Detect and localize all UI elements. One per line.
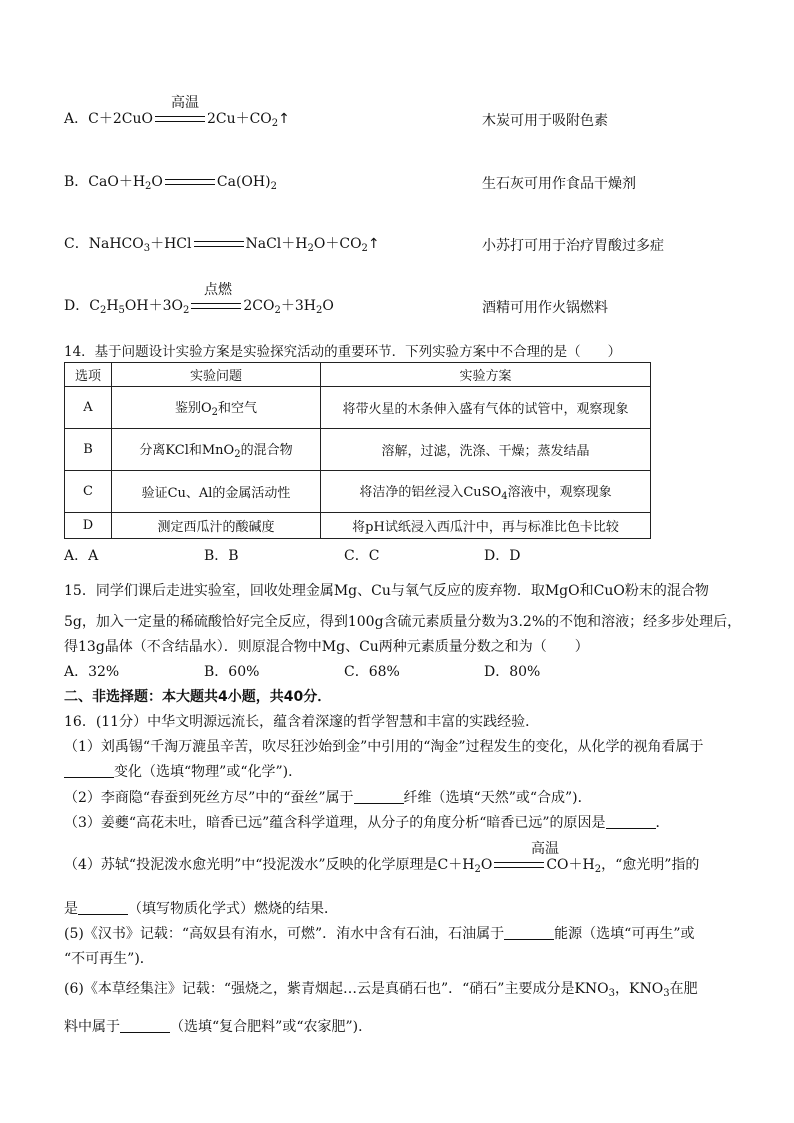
q15-choices [64,661,540,681]
table-header-row [65,363,651,387]
subscript: 3 [608,988,616,999]
problem-text: 鉴别O [174,401,212,416]
q16-part5-line1 [64,923,694,943]
row-plan [321,387,651,429]
subscript: 2 [274,305,281,316]
subscript: 2 [307,243,314,254]
equation-rhs: ＋3H [280,298,316,314]
equals-sign [155,116,205,122]
part-text: （3）姜夔“高花未吐，暗香已远”蕴含科学道理，从分子的角度分析“暗香已远”的原因是 [64,815,606,831]
q16-part5-line2: “不可再生”)． [64,951,154,967]
part-text: （填写物质化学式）燃烧的结果． [128,901,338,917]
subscript: 5 [118,305,125,316]
part-text: ，KNO [615,981,664,997]
part-text: (5)《汉书》记载：“高奴县有洧水，可燃”．洧水中含有石油，石油属于 [64,926,505,942]
part-text: CO＋H [546,857,595,873]
row-option: C [65,471,112,513]
subscript: 2 [594,864,602,875]
subscript: 2 [271,118,279,129]
q14-table [64,362,651,539]
table-row [65,387,651,429]
problem-text: 测定西瓜汁的酸碱度 [157,520,275,535]
equation-lhs: C＋2CuO [88,111,153,127]
choice-a: A．A [64,548,99,564]
plan-text: 将pH试纸浸入西瓜汁中，再与标准比色卡比较 [352,520,619,535]
choice-b: B．60% [204,664,260,680]
part-text: 变化（选填“物理”或“化学”)． [114,764,303,780]
q14-stem: 14．基于问题设计实验方案是实验探究活动的重要环节．下列实验方案中不合理的是（ ） [64,344,622,360]
equation-rhs: O＋CO [313,236,362,252]
answer-blank[interactable] [120,1018,170,1033]
row-problem [112,387,321,429]
q16-part4-line2 [64,898,338,918]
part-text: ． [655,815,670,831]
equation-lhs: O [151,174,163,190]
choice-c: C．C [344,548,380,564]
answer-blank[interactable] [606,814,656,829]
option-letter: B． [64,174,89,190]
plan-text: 将带火星的木条伸入盛有气体的试管中，观察现象 [342,402,629,417]
part-text: 在肥 [669,981,698,997]
row-problem [112,513,321,539]
equation-rhs: O [322,298,334,314]
subscript: 2 [270,181,277,192]
subscript: 2 [99,305,107,316]
part-text: 纤维（选填“天然”或“合成”)． [403,790,592,806]
row-option: A [65,387,112,429]
subscript: 3 [663,988,670,999]
section-title: 二、非选择题：本大题共4小题，共40分． [64,689,332,705]
row-plan [321,513,651,539]
part-text: （2）李商隐“春蚕到死丝方尽”中的“蚕丝”属于 [64,790,354,806]
row-plan [321,429,651,471]
header-plan: 实验方案 [321,363,651,387]
gas-arrow: ↑ [367,236,380,252]
q16-part1-line1: （1）刘禹锡“千淘万漉虽辛苦，吹尽狂沙始到金”中引用的“淘金”过程发生的变化，从化学的视角看属于 [64,739,704,755]
q16-part6-line2 [64,1016,372,1036]
choice-c: C．68% [344,664,400,680]
equation-rhs: Ca(OH) [216,174,271,190]
reaction-condition: 点燃 [204,282,232,298]
option-letter: C． [64,236,89,252]
q15-line-1: 15．同学们课后走进实验室，回收处理金属Mg、Cu与氧气反应的废弃物．取MgO和CuO粉末的混合物 [64,583,709,599]
q14-choices [64,545,520,565]
plan-text: 溶液中，观察现象 [507,485,612,500]
use-c: 小苏打可用于治疗胃酸过多症 [482,238,664,254]
row-plan [321,471,651,513]
choice-b: B．B [204,548,239,564]
subscript: 2 [474,864,481,875]
plan-text: 溶解，过滤，洗涤、干燥；蒸发结晶 [381,444,590,459]
equation-lhs: OH＋3O [124,298,183,314]
equation-rhs: 2Cu＋CO [206,111,272,127]
equation-rhs: NaCl＋H [245,236,308,252]
reaction-condition: 高温 [171,95,199,111]
gas-arrow: ↑ [278,111,290,127]
subscript: 2 [183,305,190,316]
equation-lhs: H [106,298,119,314]
subscript: 2 [234,449,241,460]
choice-a: A．32% [64,664,120,680]
equals-sign [165,179,215,185]
q15-line-2: 5g，加入一定量的稀硫酸恰好完全反应，得到100g含硫元素质量分数为3.2%的不饱和溶液；经多步处理后， [64,614,742,630]
option-letter: D． [64,298,90,314]
subscript: 2 [315,305,323,316]
choice-d: D．D [484,548,521,564]
q16-part6-line1 [64,978,698,999]
subscript: 2 [145,181,152,192]
q16-part1-line2 [64,761,302,781]
problem-text: 和空气 [218,401,258,416]
use-a: 木炭可用于吸附色素 [482,113,608,129]
problem-text: 验证Cu、Al的金属活动性 [141,486,291,501]
equals-sign [194,241,244,247]
q16-part4-line1 [64,854,699,875]
part-text: ，“愈光明”指的 [601,857,700,873]
part-text: 料中属于 [64,1019,120,1035]
equation-a [64,108,290,130]
q16-part2 [64,787,592,807]
row-option: D [65,513,112,539]
header-option: 选项 [65,363,112,387]
subscript: 2 [361,243,368,254]
problem-text: 的混合物 [240,443,293,458]
part-text: 能源（选填“可再生”或 [554,926,695,942]
table-row [65,471,651,513]
part-text: 是 [64,901,78,917]
answer-blank[interactable] [504,925,554,940]
equals-sign [191,303,241,309]
answer-blank[interactable] [354,789,404,804]
row-problem [112,471,321,513]
equation-b [64,171,277,193]
table-row [65,513,651,539]
equation-lhs: C [89,298,100,314]
q16-part3 [64,812,670,832]
equation-lhs: CaO＋H [88,174,146,190]
subscript: 3 [143,243,151,254]
subscript: 2 [211,407,219,418]
header-problem: 实验问题 [112,363,321,387]
part-text: （选填“复合肥料”或“农家肥”)． [170,1019,373,1035]
plan-text: 将洁净的铝丝浸入CuSO [359,485,502,500]
equation-c [64,233,380,255]
answer-blank[interactable] [78,900,128,915]
reaction-condition: 高温 [531,841,559,857]
equation-rhs: 2CO [243,298,275,314]
option-letter: A． [64,111,89,127]
equation-lhs: NaHCO [88,236,144,252]
row-option: B [65,429,112,471]
row-problem [112,429,321,471]
answer-blank[interactable] [64,763,114,778]
use-b: 生石灰可用作食品干燥剂 [482,176,636,192]
part-text: (6)《本草经集注》记载：“强烧之，紫青烟起…云是真硝石也”．“硝石”主要成分是KNO [64,981,609,997]
part-text: O [480,857,493,873]
use-d: 酒精可用作火锅燃料 [482,300,608,316]
q16-stem: 16．(11分）中华文明源远流长，蕴含着深邃的哲学智慧和丰富的实践经验． [64,714,540,730]
problem-text: 分离KCl和MnO [139,443,235,458]
equation-d [64,295,334,317]
table-row [65,429,651,471]
equals-sign [494,862,544,868]
equation-lhs: ＋HCl [150,236,192,252]
part-text: （4）苏轼“投泥泼水愈光明”中“投泥泼水”反映的化学原理是C＋H [64,857,475,873]
q15-line-3: 得13g晶体（不含结晶水）．则原混合物中Mg、Cu两种元素质量分数之和为（ ） [64,639,589,655]
subscript: 4 [501,491,508,502]
choice-d: D．80% [484,664,541,680]
